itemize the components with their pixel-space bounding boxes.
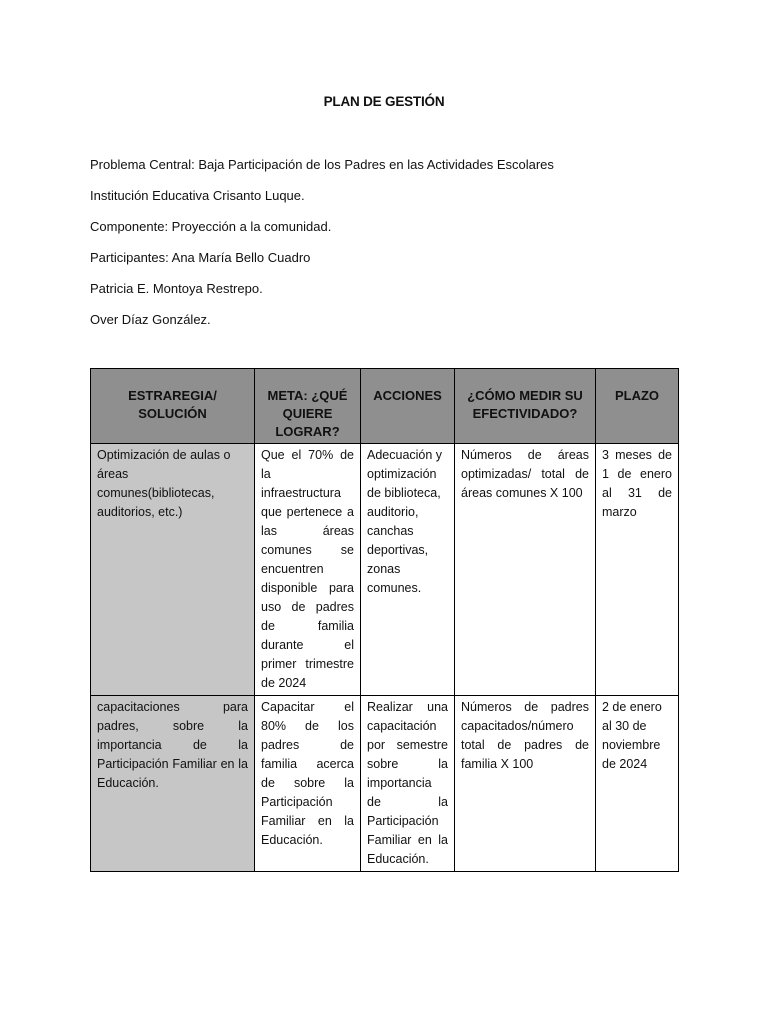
cell-deadline: 3 meses de 1 de enero al 31 de marzo (596, 444, 679, 696)
table-header-row (91, 369, 679, 444)
info-component: Componente: Proyección a la comunidad. (90, 219, 332, 234)
header-measure: ¿CÓMO MEDIR SU EFECTIVIDADO? (455, 369, 596, 444)
cell-measure: Números de padres capacitados/número total de padres de familia X 100 (455, 696, 596, 872)
header-actions: ACCIONES (361, 369, 455, 444)
info-block (90, 156, 690, 342)
cell-actions: Realizar una capacitación por semestre sobre la importancia de la Participación Familiar en la Educación. (361, 696, 455, 872)
cell-actions: Adecuación y optimización de biblioteca, auditorio, canchas deportivas, zonas comunes. (361, 444, 455, 696)
plan-table (90, 368, 679, 872)
info-participants: Participantes: Ana María Bello Cuadro (90, 250, 311, 265)
cell-strategy: capacitaciones para padres, sobre la importancia de la Participación Familiar en la Educación. (91, 696, 255, 872)
document-title: PLAN DE GESTIÓN (323, 94, 445, 109)
info-central-problem: Problema Central: Baja Participación de los Padres en las Actividades Escolares (90, 157, 554, 172)
table-row (91, 444, 679, 696)
info-institution: Institución Educativa Crisanto Luque. (90, 188, 305, 203)
cell-deadline: 2 de enero al 30 de noviembre de 2024 (596, 696, 679, 872)
cell-goal: Que el 70% de la infraestructura que pertenece a las áreas comunes se encuentren disponible para uso de padres de familia durante el primer trimestre de 2024 (255, 444, 361, 696)
info-participant-2: Patricia E. Montoya Restrepo. (90, 281, 263, 296)
cell-measure: Números de áreas optimizadas/ total de áreas comunes X 100 (455, 444, 596, 696)
header-deadline: PLAZO (596, 369, 679, 444)
cell-goal: Capacitar el 80% de los padres de familia acerca de sobre la Participación Familiar en la Educación. (255, 696, 361, 872)
header-strategy: ESTRAREGIA/ SOLUCIÓN (91, 369, 255, 444)
cell-strategy: Optimización de aulas o áreas comunes(bibliotecas, auditorios, etc.) (91, 444, 255, 696)
info-participant-3: Over Díaz González. (90, 312, 211, 327)
table-row (91, 696, 679, 872)
header-goal: META: ¿QUÉ QUIERE LOGRAR? (255, 369, 361, 444)
